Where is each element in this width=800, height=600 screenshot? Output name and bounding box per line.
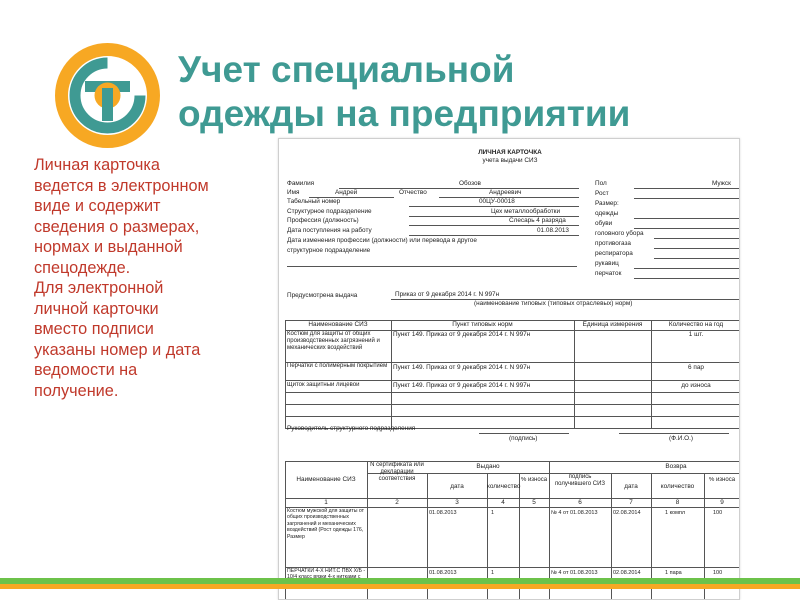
norms-row-qty: 1 шт.: [688, 331, 704, 338]
hire-label: Дата поступления на работу: [287, 227, 372, 234]
issue-header-qty: количество: [487, 483, 521, 490]
divider: [634, 218, 740, 219]
size-label: Размер:: [595, 200, 619, 207]
tabnum-label: Табельный номер: [287, 198, 341, 205]
provision-value: Приказ от 9 декабря 2014 г. N 997н: [395, 291, 500, 298]
issue-row-name: ПЕРЧАТКИ 4-Х НИТ.С ПВХ Х/Б -: [287, 568, 366, 574]
title-line-2: одежды на предприятии: [178, 93, 631, 134]
issue-row-date: 01.08.2013: [429, 570, 457, 576]
divider: [619, 433, 729, 434]
divider: [409, 206, 579, 207]
divider: [287, 266, 577, 267]
desc-line: личной карточки: [34, 299, 159, 318]
norms-header-unit: Единица измерения: [582, 321, 643, 328]
desc-line: вместо подписи: [34, 320, 154, 338]
col-number: 5: [532, 499, 536, 506]
respirator-label: респиратора: [595, 250, 633, 257]
col-number: 8: [675, 499, 680, 506]
issue-header-cert: N сертификата или декларации соответствия: [370, 462, 424, 483]
issue-header-issued: Выдано: [476, 463, 500, 470]
table-border: [391, 320, 392, 428]
patronymic-value: Андреевич: [489, 189, 522, 196]
page-title: [178, 48, 778, 136]
hat-label: головного убора: [595, 230, 644, 237]
norms-row-name: Перчатки с полимерным покрытием: [287, 363, 388, 369]
name-label: Имя: [287, 189, 300, 196]
table-border: [285, 392, 740, 393]
issue-row-qty2: 1 пара: [665, 570, 682, 576]
sex-label: Пол: [595, 180, 607, 187]
bottom-stripe-orange: [0, 584, 800, 589]
issue-header-name: Наименование СИЗ: [296, 476, 356, 483]
issue-row-date2: 02.08.2014: [613, 510, 641, 516]
divider: [634, 268, 740, 269]
col-number: 2: [395, 499, 399, 506]
col-number: 6: [578, 499, 582, 506]
height-label: Рост: [595, 190, 609, 197]
issue-row-sign: № 4 от 01.08.2013: [551, 510, 598, 516]
signature-caption: (подпись): [509, 435, 538, 442]
norms-row-name: Щиток защитный лицевой: [287, 382, 360, 388]
change-label-2: структурное подразделение: [287, 247, 371, 254]
col-number: 9: [720, 499, 724, 506]
patronymic-label: Отчество: [399, 189, 427, 196]
desc-line: спецодежде.: [34, 258, 131, 277]
table-border: [285, 380, 740, 381]
norms-row-point: Пункт 149. Приказ от 9 декабря 2014 г. N 997н: [393, 382, 531, 389]
prof-value: Слесарь 4 разряда: [509, 217, 566, 224]
issue-row-qty2: 1 компл: [665, 510, 686, 516]
gloves-label: перчаток: [595, 270, 622, 277]
norms-row-qty: до износа: [681, 382, 711, 389]
table-border: [285, 416, 740, 417]
norms-row-point: Пункт 149. Приказ от 9 декабря 2014 г. N 997н: [393, 331, 531, 338]
change-label: Дата изменения профессии (должности) или перевода в другое: [287, 237, 477, 244]
surname-value: Обозов: [459, 180, 481, 187]
divider: [409, 235, 579, 236]
divider: [479, 433, 569, 434]
name-value: Андрей: [335, 189, 358, 196]
table-border: [574, 320, 575, 428]
desc-line: нормах и выданной: [34, 238, 183, 256]
issue-header-qty2: количество: [660, 483, 695, 490]
divider: [634, 198, 740, 199]
desc-line: ведется в электронном: [34, 176, 209, 195]
mittens-label: рукавиц: [595, 260, 619, 267]
gasmask-label: противогаза: [595, 240, 631, 247]
issue-header-sign: подпись получившего СИЗ: [554, 474, 606, 488]
table-border: [285, 320, 286, 428]
col-number: 1: [324, 499, 328, 506]
divider: [339, 188, 579, 189]
issue-header-wear2: % износа: [708, 477, 736, 483]
issue-row-wear2: 100: [713, 510, 723, 516]
issue-header-date: дата: [450, 483, 464, 490]
issue-row-date: 01.08.2013: [429, 510, 457, 516]
divider: [654, 248, 740, 249]
desc-line: получение.: [34, 381, 119, 400]
divider: [634, 228, 740, 229]
table-border: [285, 404, 740, 405]
hire-value: 01.08.2013: [537, 227, 569, 234]
surname-label: Фамилия: [287, 180, 315, 187]
shoes-label: обуви: [595, 220, 613, 227]
issue-row-qty: 1: [491, 510, 495, 516]
dept-label: Структурное подразделение: [287, 208, 372, 215]
divider: [654, 258, 740, 259]
norms-header-qty: Количество на год: [668, 321, 724, 328]
issue-row-date2: 02.08.2014: [613, 570, 641, 576]
issue-row-qty: 1: [491, 570, 495, 576]
description-text: [34, 155, 274, 401]
fio-caption: (Ф.И.О.): [669, 435, 694, 442]
col-number: 7: [629, 499, 633, 506]
issue-row-name: Костюм мужской для защиты от общих производственных загрязнений и механических воздействий (Рост одежды 176, Размер: [287, 508, 365, 540]
tabnum-value: 00ЦУ-00018: [479, 198, 515, 205]
norms-row-point: Пункт 149. Приказ от 9 декабря 2014 г. N 997н: [393, 364, 531, 371]
issue-header-returned: Возвра: [665, 463, 687, 470]
provision-label: Предусмотрена выдача: [287, 292, 358, 299]
desc-line: указаны номер и дата: [34, 340, 201, 359]
divider: [634, 278, 740, 279]
desc-line: виде и содержит: [34, 197, 161, 215]
desc-line: Личная карточка: [34, 156, 160, 174]
prof-label: Профессия (должность): [287, 217, 359, 224]
norms-header-point: Пункт типовых норм: [452, 321, 513, 328]
col-number: 3: [455, 499, 459, 506]
norms-row-qty: 6 пар: [688, 364, 704, 371]
col-number: 4: [501, 499, 505, 506]
table-border: [285, 461, 740, 462]
company-logo-icon: [55, 43, 160, 148]
provision-note: (наименование типовых (типовых отраслевых) норм): [474, 300, 633, 307]
personal-card-document: [278, 138, 740, 600]
card-header: ЛИЧНАЯ КАРТОЧКА: [478, 149, 542, 156]
norms-header-name: Наименование СИЗ: [308, 321, 368, 328]
clothes-label: одежды: [595, 210, 619, 217]
divider: [654, 238, 740, 239]
title-line-1: Учет специальной: [178, 49, 515, 90]
norms-row-name: Костюм для защиты от общих производственных загрязнений и механических воздействий: [287, 331, 380, 352]
issue-header-wear: % износа: [520, 477, 548, 483]
card-subheader: учета выдачи СИЗ: [482, 157, 538, 164]
issue-row-sign: № 4 от 01.08.2013: [551, 570, 598, 576]
issue-header-date2: дата: [624, 483, 638, 490]
desc-line: Для электронной: [34, 279, 164, 297]
dept-value: Цех металлообработки: [491, 208, 561, 215]
desc-line: сведения о размерах,: [34, 217, 200, 236]
divider: [409, 225, 579, 226]
sex-value: Мужск: [712, 180, 731, 187]
issue-row-wear2: 100: [713, 570, 723, 576]
desc-line: ведомости на: [34, 361, 138, 379]
head-label: Руководитель структурного подразделения: [287, 425, 416, 432]
divider: [634, 188, 740, 189]
